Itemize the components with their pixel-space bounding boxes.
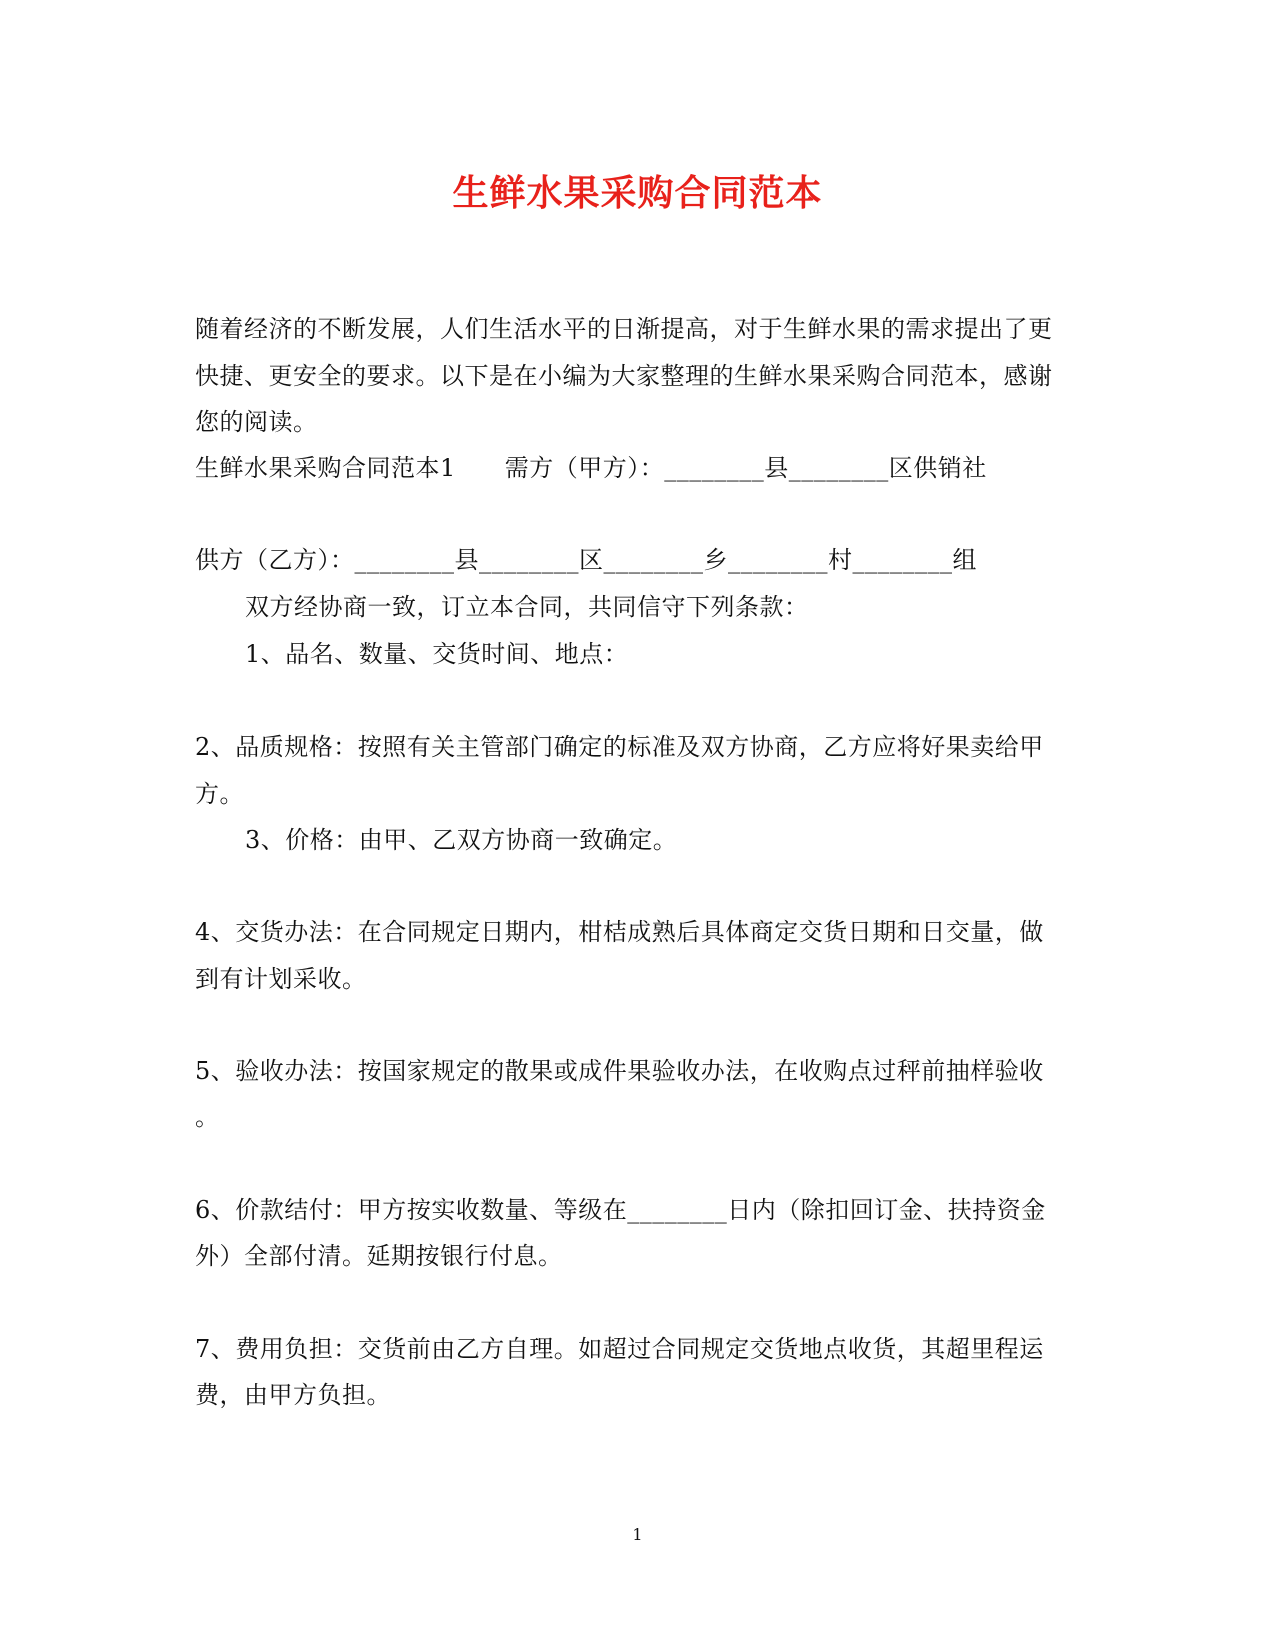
agreement-line: 双方经协商一致，订立本合同，共同信守下列条款： (245, 593, 809, 621)
clause-4-line-1: 4、交货办法：在合同规定日期内，柑桔成熟后具体商定交货日期和日交量，做 (195, 918, 1044, 946)
clause-7-line-2: 费，由甲方负担。 (195, 1381, 391, 1409)
clause-2-line-1: 2、品质规格：按照有关主管部门确定的标准及双方协商，乙方应将好果卖给甲 (195, 733, 1044, 761)
clause-3: 3、价格：由甲、乙双方协商一致确定。 (245, 826, 678, 854)
clause-4-line-2: 到有计划采收。 (195, 965, 367, 993)
clause-5-line-1: 5、验收办法：按国家规定的散果或成件果验收办法，在收购点过秤前抽样验收 (195, 1057, 1044, 1085)
document-title: 生鲜水果采购合同范本 (452, 173, 823, 214)
clause-6-line-2: 外）全部付清。延期按银行付息。 (195, 1242, 563, 1270)
clause-6-line-1: 6、价款结付：甲方按实收数量、等级在________日内（除扣回订金、扶持资金 (195, 1196, 1046, 1224)
clause-1: 1、品名、数量、交货时间、地点： (245, 640, 629, 668)
supplier-line: 供方（乙方）：________县________区________乡________村________组 (195, 546, 977, 574)
clause-2-line-2: 方。 (195, 780, 244, 808)
contract-heading: 生鲜水果采购合同范本1 需方（甲方）：________县________区供销社 (195, 454, 987, 482)
intro-line-2: 快捷、更安全的要求。以下是在小编为大家整理的生鲜水果采购合同范本，感谢 (195, 362, 1053, 390)
clause-5-line-2: 。 (195, 1103, 220, 1131)
page-number: 1 (632, 1525, 643, 1544)
intro-line-1: 随着经济的不断发展，人们生活水平的日渐提高，对于生鲜水果的需求提出了更 (195, 315, 1053, 343)
clause-7-line-1: 7、费用负担：交货前由乙方自理。如超过合同规定交货地点收货，其超里程运 (195, 1335, 1044, 1363)
intro-line-3: 您的阅读。 (195, 408, 318, 436)
